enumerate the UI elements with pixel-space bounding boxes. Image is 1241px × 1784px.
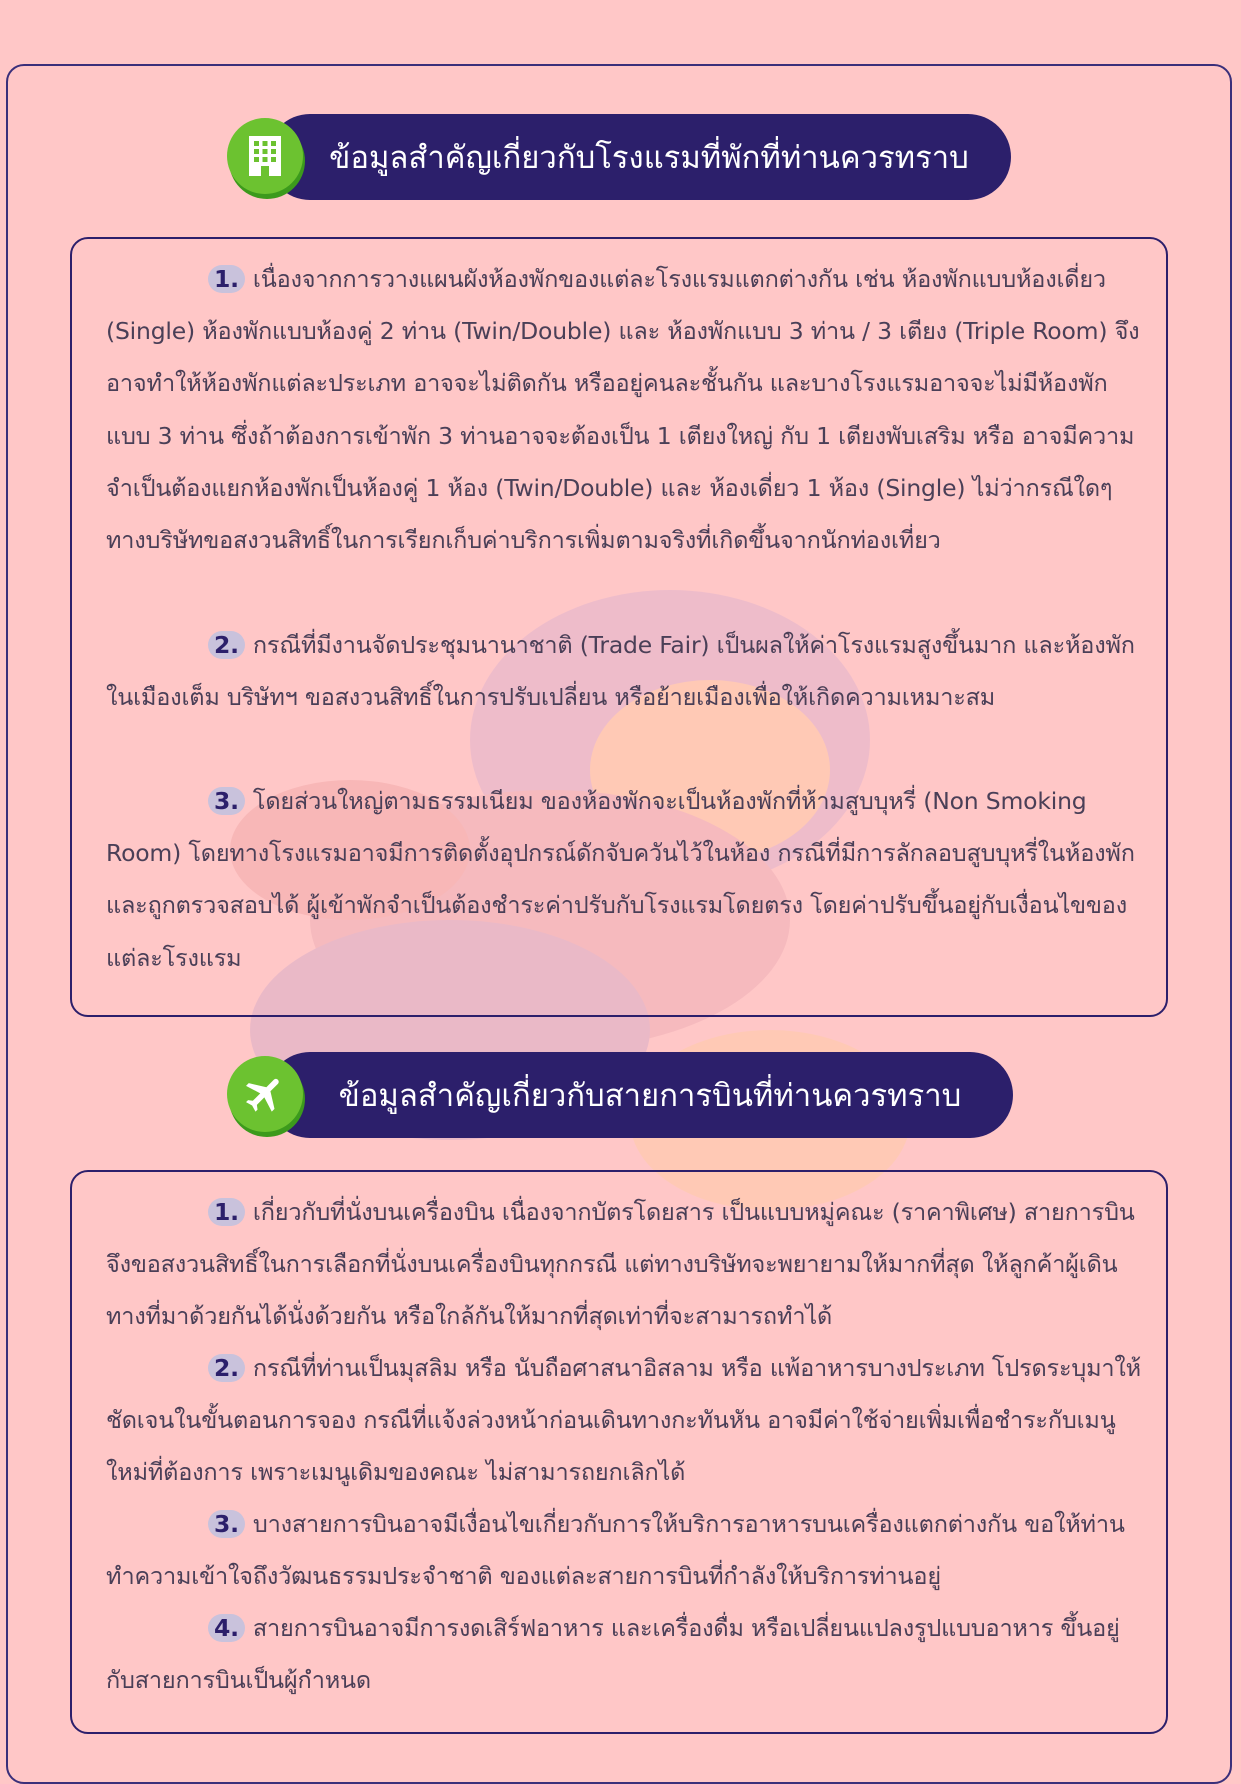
item-number-badge: 3. (208, 787, 245, 815)
item-number-badge: 3. (208, 1510, 245, 1538)
airline-item-4 (106, 1602, 1142, 1706)
item-number-badge: 2. (208, 631, 245, 659)
item-text: สายการบินอาจมีการงดเสิร์ฟอาหาร และเครื่องดื่ม หรือเปลี่ยนแปลงรูปแบบอาหาร ขึ้นอยู่กับสายการบินเป็นผู้กำหนด (106, 1614, 1120, 1695)
hotel-item-2 (106, 619, 1142, 723)
airline-section-banner (227, 1052, 1013, 1138)
item-number-badge: 4. (208, 1614, 245, 1642)
hotel-section-title: ข้อมูลสำคัญเกี่ยวกับโรงแรมที่พักที่ท่านควรทราบ (329, 140, 969, 176)
airline-item-2 (106, 1342, 1142, 1499)
item-number-badge: 1. (208, 265, 245, 293)
airline-section-title: ข้อมูลสำคัญเกี่ยวกับสายการบินที่ท่านควรทราบ (338, 1078, 962, 1114)
airline-badge (227, 1056, 303, 1132)
airline-item-1 (106, 1186, 1142, 1343)
hotel-info-box (70, 237, 1168, 1017)
building-icon (245, 134, 285, 178)
hotel-section-banner (227, 114, 1011, 200)
hotel-item-1 (106, 253, 1142, 566)
hotel-item-3 (106, 775, 1142, 984)
item-text: โดยส่วนใหญ่ตามธรรมเนียม ของห้องพักจะเป็นห้องพักที่ห้ามสูบบุหรี่ (Non Smoking Room) โดยทางโรงแรมอาจมีการติดตั้งอุปกรณ์ดักจับควันไว้ในห้อง กรณีที่มีการลักลอบสูบบุหรี่ในห้องพัก และถูกตรวจสอบได้ ผู้เข้าพักจำเป็นต้องชำระค่าปรับกับโรงแรมโดยตรง โดยค่าปรับขึ้นอยู่กับเงื่อนไขของแต่ละโรงแรม (106, 787, 1135, 972)
item-text: บางสายการบินอาจมีเงื่อนไขเกี่ยวกับการให้บริการอาหารบนเครื่องแตกต่างกัน ขอให้ท่านทำความเข้าใจถึงวัฒนธรรมประจำชาติ ของแต่ละสายการบินที่กำลังให้บริการท่านอยู่ (106, 1510, 1125, 1591)
item-text: เกี่ยวกับที่นั่งบนเครื่องบิน เนื่องจากบัตรโดยสาร เป็นแบบหมู่คณะ (ราคาพิเศษ) สายการบินจึงขอสงวนสิทธิ์ในการเลือกที่นั่งบนเครื่องบินทุกกรณี แต่ทางบริษัทจะพยายามให้มากที่สุด ให้ลูกค้าผู้เดินทางที่มาด้วยกันได้นั่งด้วยกัน หรือใกล้กันให้มากที่สุดเท่าที่จะสามารถทำได้ (106, 1198, 1135, 1331)
item-number-badge: 1. (208, 1198, 245, 1226)
airplane-icon (242, 1071, 288, 1117)
item-text: เนื่องจากการวางแผนผังห้องพักของแต่ละโรงแรมแตกต่างกัน เช่น ห้องพักแบบห้องเดี่ยว (Single) ห้องพักแบบห้องคู่ 2 ท่าน (Twin/Double) และ ห้องพักแบบ 3 ท่าน / 3 เตียง (Triple Room) จึงอาจทำให้ห้องพักแต่ละประเภท อาจจะไม่ติดกัน หรืออยู่คนละชั้นกัน และบางโรงแรมอาจจะไม่มีห้องพักแบบ 3 ท่าน ซึ่งถ้าต้องการเข้าพัก 3 ท่านอาจจะต้องเป็น 1 เตียงใหญ่ กับ 1 เตียงพับเสริม หรือ อาจมีความจำเป็นต้องแยกห้องพักเป็นห้องคู่ 1 ห้อง (Twin/Double) และ ห้องเดี่ยว 1 ห้อง (Single) ไม่ว่ากรณีใดๆ ทางบริษัทขอสงวนสิทธิ์ในการเรียกเก็บค่าบริการเพิ่มตามจริงที่เกิดขึ้นจากนักท่องเที่ยว (106, 265, 1140, 555)
hotel-badge (227, 118, 303, 194)
item-text: กรณีที่ท่านเป็นมุสลิม หรือ นับถือศาสนาอิสลาม หรือ แพ้อาหารบางประเภท โปรดระบุมาให้ชัดเจนในขั้นตอนการจอง กรณีที่แจ้งล่วงหน้าก่อนเดินทางกะทันหัน อาจมีค่าใช้จ่ายเพิ่มเพื่อชำระกับเมนูใหม่ที่ต้องการ เพราะเมนูเดิมของคณะ ไม่สามารถยกเลิกได้ (106, 1354, 1141, 1487)
airline-info-box (70, 1170, 1168, 1734)
item-text: กรณีที่มีงานจัดประชุมนานาชาติ (Trade Fair) เป็นผลให้ค่าโรงแรมสูงขึ้นมาก และห้องพักในเมืองเต็ม บริษัทฯ ขอสงวนสิทธิ์ในการปรับเปลี่ยน หรือย้ายเมืองเพื่อให้เกิดความเหมาะสม (106, 631, 1135, 712)
item-number-badge: 2. (208, 1354, 245, 1382)
airline-item-3 (106, 1498, 1142, 1602)
